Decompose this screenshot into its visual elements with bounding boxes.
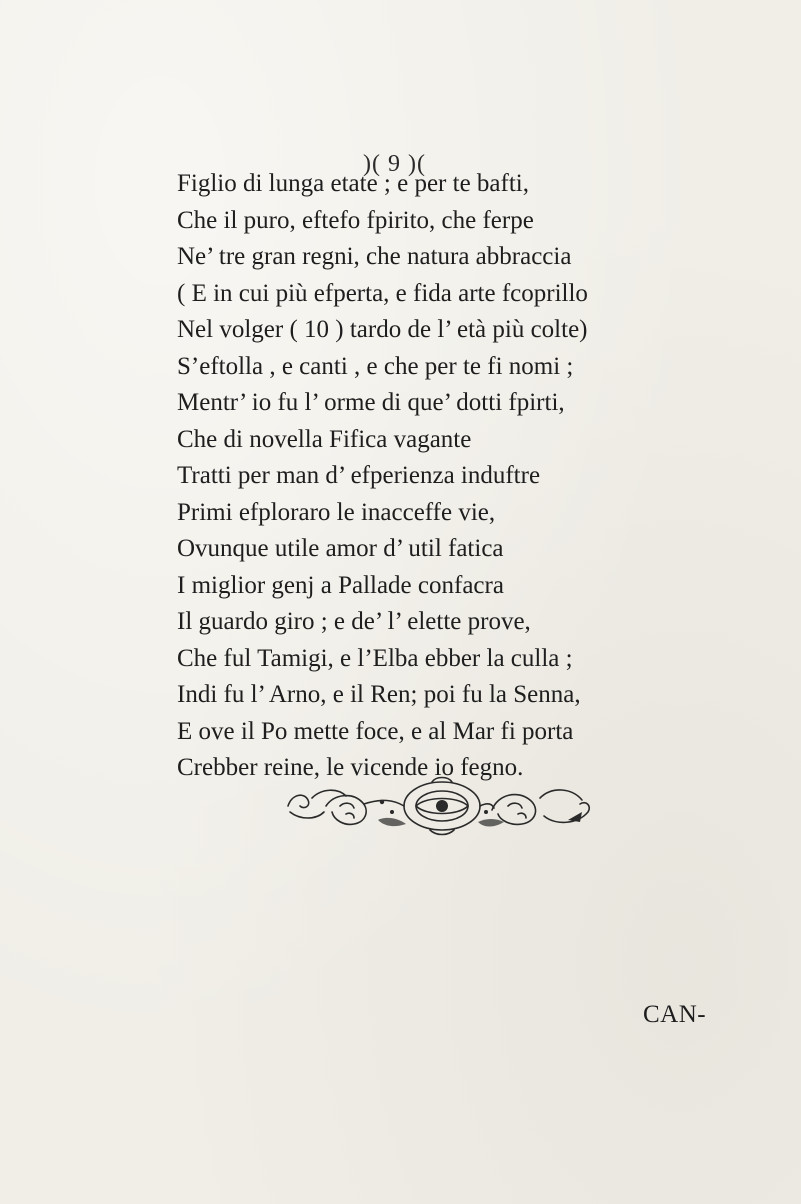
- verse-line: Figlio di lunga etate ; e per te bafti,: [177, 170, 529, 197]
- verse-line: S’eftolla , e canti , e che per te fi nomi ;: [177, 352, 574, 380]
- verse-line: I miglior genj a Pallade confacra: [177, 571, 504, 599]
- verse-line: ( E in cui più efperta, e fida arte fcoprillo: [177, 279, 588, 307]
- poem-text: [177, 166, 717, 787]
- verse-line: Ne’ tre gran regni, che natura abbraccia: [177, 243, 572, 270]
- verse-line: Tratti per man d’ efperienza induftre: [177, 462, 541, 489]
- verse-line: Indi fu l’ Arno, e il Ren; poi fu la Senna,: [177, 681, 581, 708]
- catchword: CAN-: [643, 1001, 707, 1028]
- verse-line: Ovunque utile amor d’ util fatica: [177, 535, 504, 562]
- verse-line: E ove il Po mette foce, e al Mar fi porta: [177, 717, 574, 745]
- verse-line: Primi efploraro le inacceffe vie,: [177, 498, 496, 526]
- verse-line: Il guardo giro ; e de’ l’ elette prove,: [177, 608, 531, 635]
- verse-line: Mentr’ io fu l’ orme di que’ dotti fpirti,: [177, 389, 565, 416]
- verse-line: Crebber reine, le vicende io fegno.: [177, 754, 524, 781]
- verse-line: Che ful Tamigi, e l’Elba ebber la culla ;: [177, 644, 573, 672]
- verse-line: Che il puro, eftefo fpirito, che ferpe: [177, 206, 534, 234]
- page-number: )( 9 )(: [363, 151, 426, 177]
- verse-line: Che di novella Fifica vagante: [177, 425, 472, 453]
- verse-line: Nel volger ( 10 ) tardo de l’ età più colte): [177, 316, 588, 343]
- tailpiece-ornament: [282, 776, 598, 838]
